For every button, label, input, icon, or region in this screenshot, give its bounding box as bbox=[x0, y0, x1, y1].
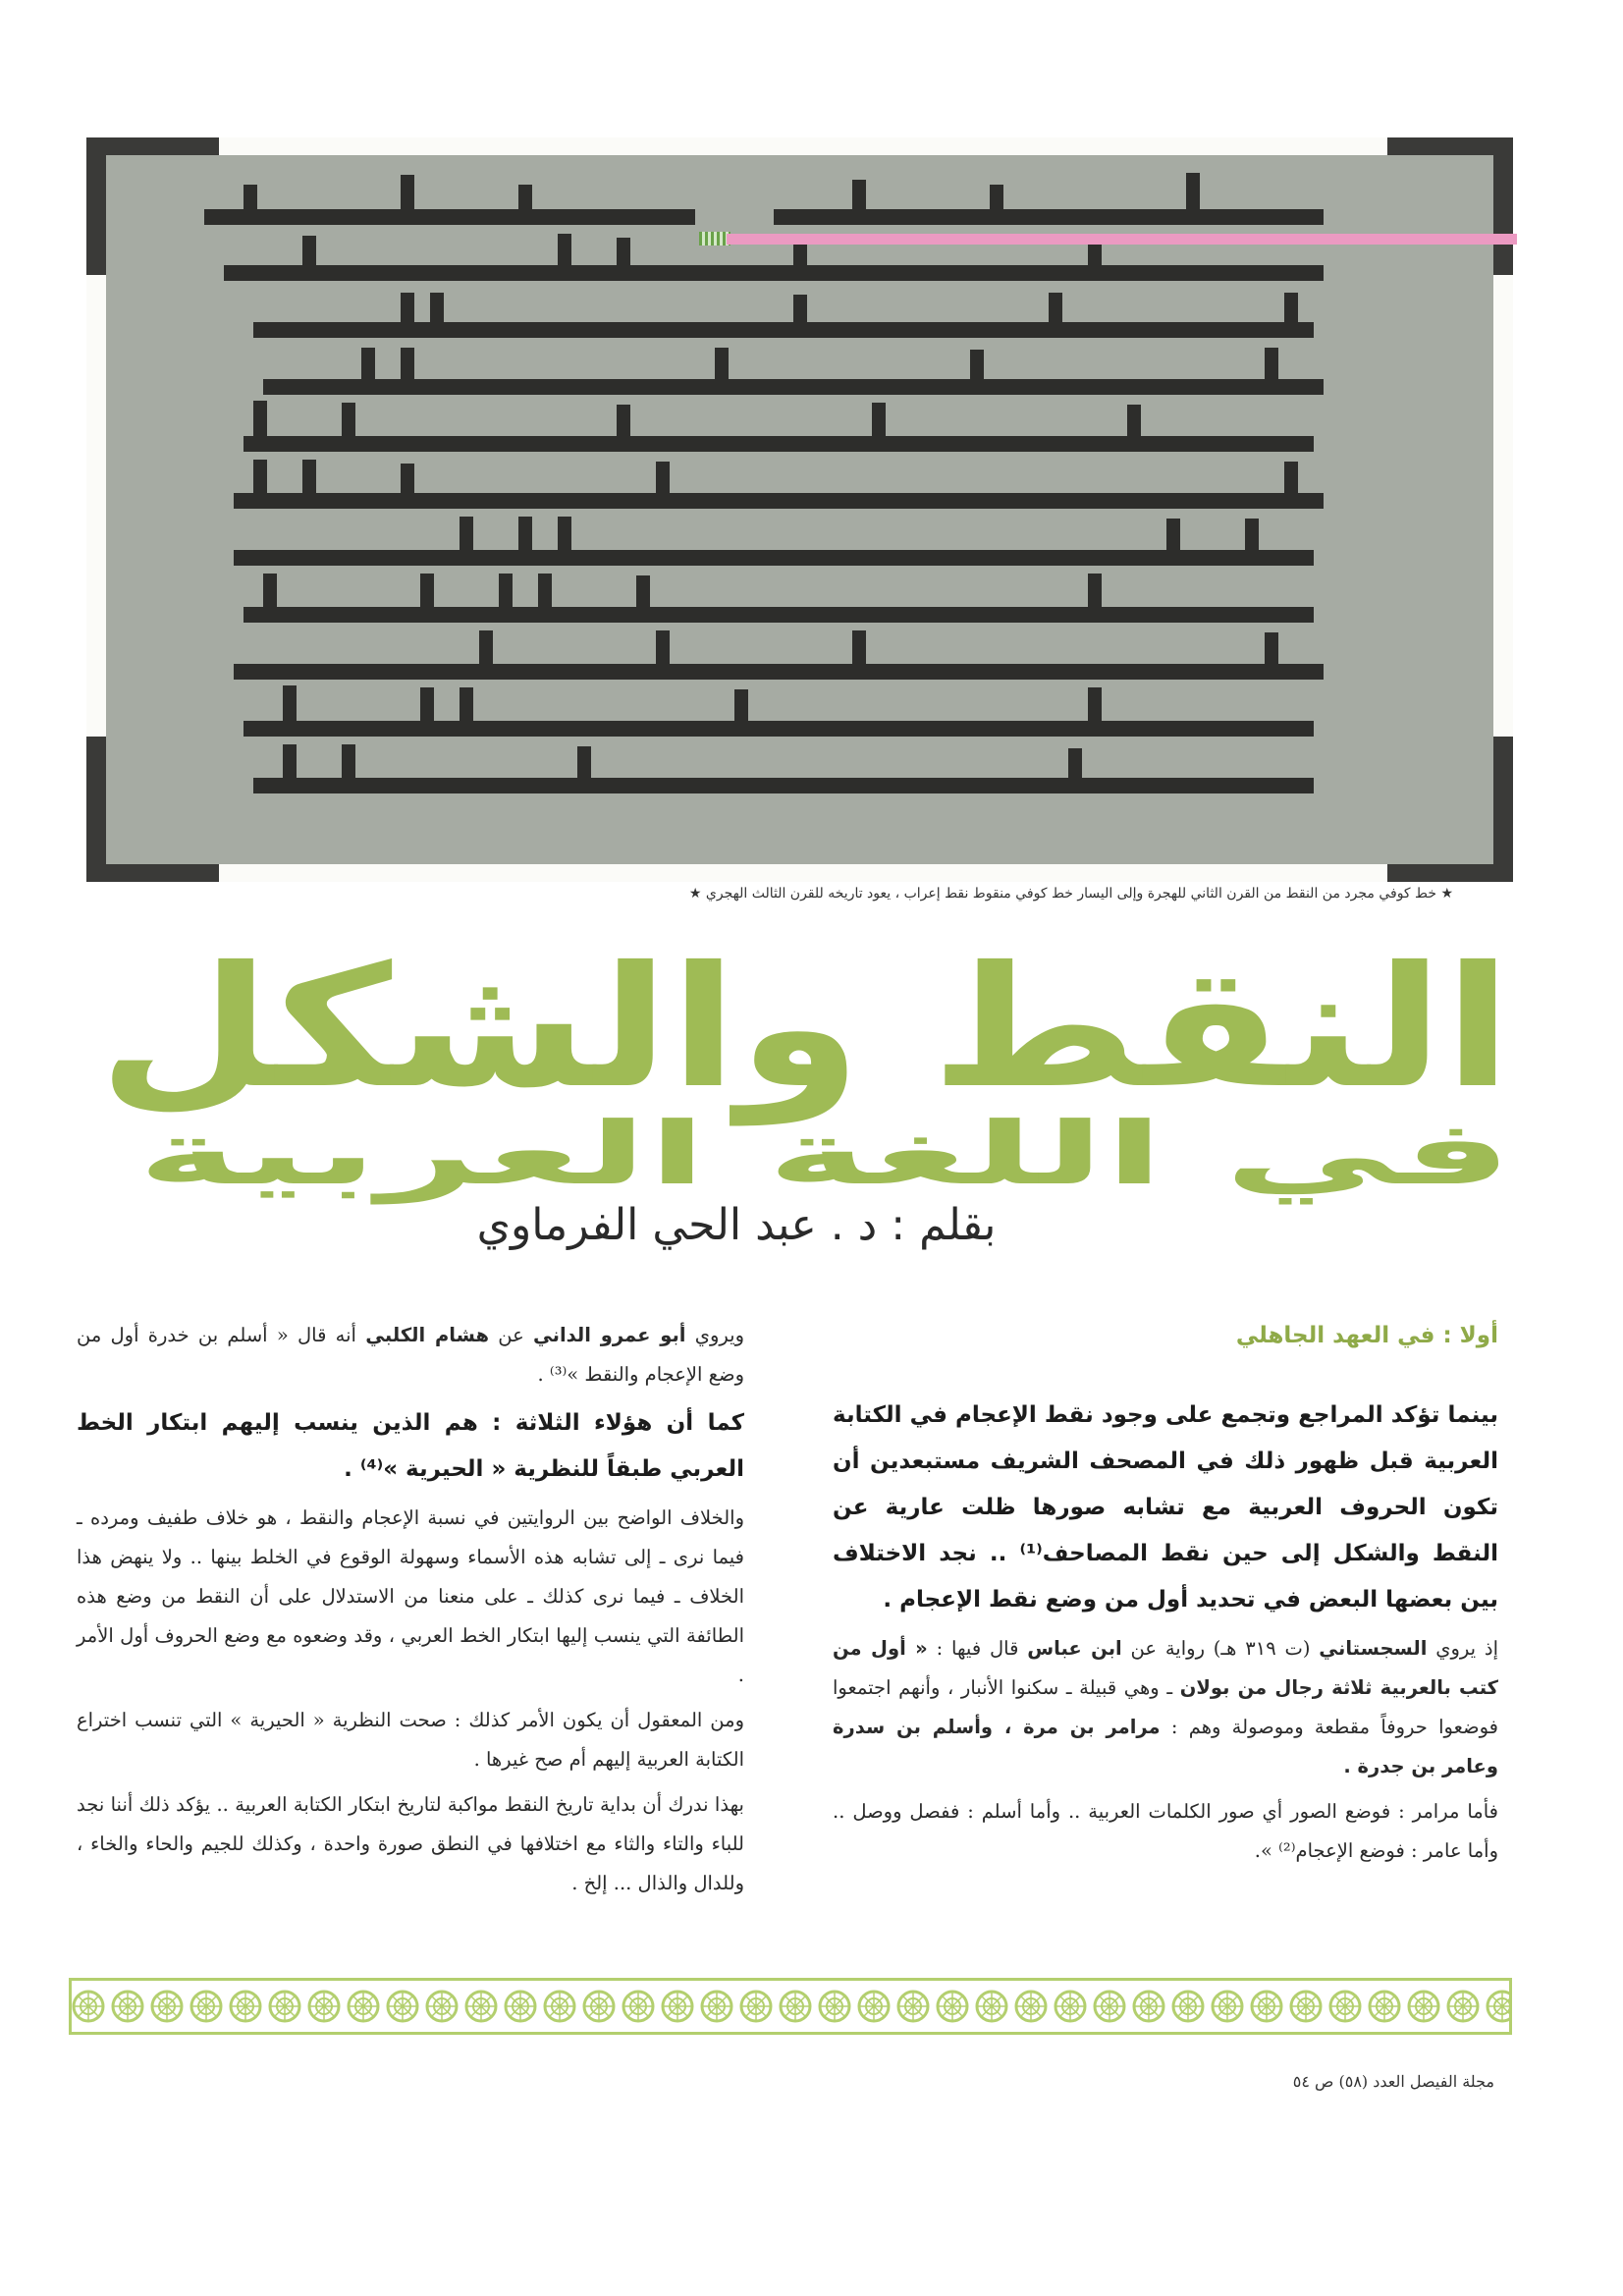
section-heading: أولا : في العهد الجاهلي bbox=[1235, 1323, 1498, 1348]
author-byline: بقلم : د . عبد الحي الفرماوي bbox=[476, 1200, 997, 1250]
person-name: ابن عباس bbox=[1027, 1637, 1122, 1660]
scan-artifact-stripe bbox=[727, 234, 1517, 245]
manuscript-image bbox=[106, 155, 1493, 864]
ornament-border bbox=[69, 1978, 1512, 2035]
person-name: هشام الكلبي bbox=[365, 1324, 489, 1346]
quote-bold: « أول من كتب بالعربية ثلاثة رجال من بولان bbox=[833, 1637, 1499, 1699]
left-column bbox=[77, 1316, 744, 1909]
person-name: السجستاني bbox=[1319, 1637, 1428, 1660]
lead-paragraph: بينما تؤكد المراجع وتجمع على وجود نقط الإعجام في الكتابة العربية قبل ظهور ذلك في المصحف الشريف مستبعدين أن تكون الحروف العربية مع تشابه صورها ظلت عارية عن النقط والشكل إلى حين نقط المصاحف⁽¹⁾ .. نجد الاختلاف بين بعضها البعض في تحديد أول من وضع نقط الإعجام . bbox=[833, 1402, 1498, 1613]
person-name: أبو عمرو الداني bbox=[532, 1324, 686, 1346]
text-run: قال فيها : bbox=[936, 1637, 1019, 1660]
kufic-script-image bbox=[106, 155, 1493, 864]
manuscript-plate bbox=[86, 137, 1513, 882]
article-title bbox=[79, 913, 1522, 1247]
plate-frame-gap bbox=[1493, 275, 1513, 737]
image-caption: ★ خط كوفي مجرد من النقط من القرن الثاني للهجرة وإلى اليسار خط كوفي منقوط نقط إعراب ، يعود تاريخه للقرن الثالث الهجري ★ bbox=[688, 886, 1453, 902]
text-run: ـ وهي قبيلة ـ سكنوا الأنبار ، وأنهم اجتمعوا فوضعوا حروفاً مقطعة وموصولة وهم : bbox=[833, 1676, 1498, 1738]
right-column bbox=[833, 1316, 1498, 1877]
title-line-1: النقط والشكل bbox=[98, 931, 1283, 1125]
text-run: إذ يروي bbox=[1435, 1637, 1498, 1660]
bold-paragraph: كما أن هؤلاء الثلاثة : هم الذين ينسب إليهم ابتكار الخط العربي طبقاً للنظرية « الحيرية »⁽⁴⁾ . bbox=[77, 1410, 744, 1482]
title-line-2: في اللغة العربية bbox=[137, 1103, 826, 1204]
text-run: (ت ٣١٩ هـ) رواية عن bbox=[1130, 1637, 1311, 1660]
plate-frame-gap bbox=[219, 137, 1387, 155]
text-run: أنه قال « أسلم بن خدرة أول من وضع الإعجام والنقط »⁽³⁾ . bbox=[77, 1324, 744, 1386]
page-footer: مجلة الفيصل العدد (٥٨) ص ٥٤ bbox=[1292, 2072, 1494, 2091]
paragraph: ومن المعقول أن يكون الأمر كذلك : صحت النظرية « الحيرية » التي تنسب اختراع الكتابة العربية إليهم أم صح غيرها . bbox=[77, 1709, 744, 1771]
plate-frame-gap bbox=[86, 275, 106, 737]
paragraph: بهذا ندرك أن بداية تاريخ النقط مواكبة لتاريخ ابتكار الكتابة العربية .. يؤكد ذلك أننا نجد للباء والتاء والثاء مع اختلافها في النطق صورة واحدة ، وكذلك للجيم والحاء والخاء ، وللدال والذال ... إلخ . bbox=[77, 1793, 744, 1894]
paragraph: فأما مرامر : فوضع الصور أي صور الكلمات العربية .. وأما أسلم : ففصل ووصل .. وأما عامر : فوضع الإعجام⁽²⁾ ». bbox=[833, 1800, 1498, 1862]
text-run: عن bbox=[498, 1324, 524, 1346]
person-names: مرامر بن مرة ، وأسلم بن سدرة وعامر بن جدرة . bbox=[833, 1716, 1498, 1777]
paragraph bbox=[77, 1316, 744, 1394]
paragraph bbox=[833, 1629, 1498, 1786]
plate-frame-gap bbox=[219, 864, 1387, 882]
text-run: ويروي bbox=[694, 1324, 744, 1346]
paragraph: والخلاف الواضح بين الروايتين في نسبة الإعجام والنقط ، هو خلاف طفيف ومرده ـ فيما نرى ـ إلى تشابه هذه الأسماء وسهولة الوقوع في الخلط بينها .. ولا ينهض هذا الخلاف ـ فيما نرى كذلك ـ على منعنا من الاستدلال على أن النقط من وضع هذه الطائفة التي ينسب إليها ابتكار الخط العربي ، وقد وضعوه مع وضع الحروف أول الأمر . bbox=[77, 1506, 744, 1686]
